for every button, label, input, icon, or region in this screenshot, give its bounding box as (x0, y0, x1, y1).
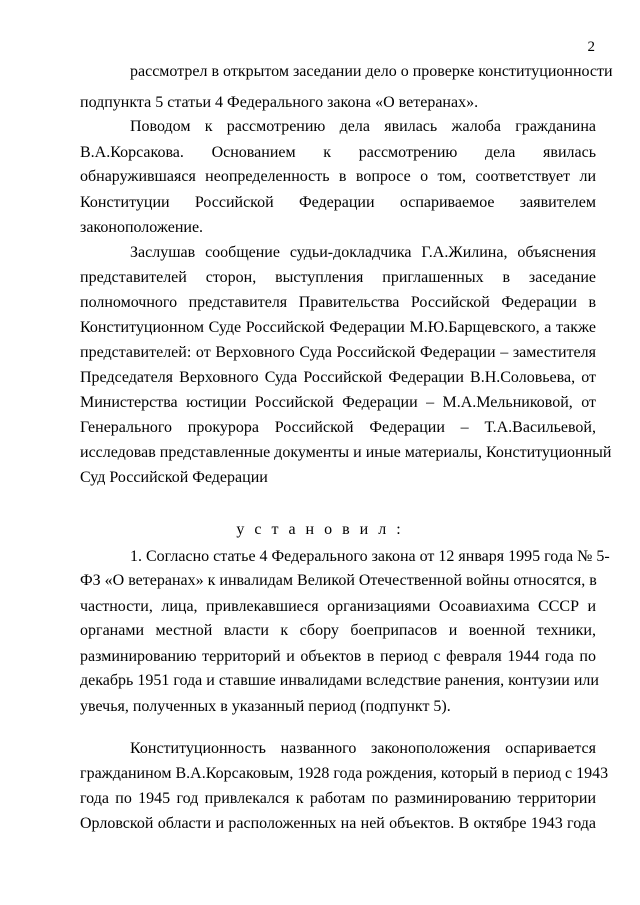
text-line: 1. Согласно статье 4 Федерального закона от 12 января 1995 года № 5- (130, 548, 610, 565)
text-line: законоположение. (80, 219, 204, 236)
text-line: исследовав представленные документы и иные материалы, Конституционный (80, 444, 612, 461)
text-line: Министерства юстиции Российской Федерации – М.А.Мельниковой, от (80, 394, 596, 411)
text-line: Орловской области и расположенных на ней объектов. В октябре 1943 года (80, 815, 596, 832)
text-line: года по 1945 год привлекался к работам по разминированию территории (80, 790, 596, 807)
text-line: Председателя Верховного Суда Российской Федерации В.Н.Соловьева, от (80, 369, 596, 386)
text-line: органами местной власти к сбору боеприпасов и военной техники, (80, 622, 596, 639)
page-number: 2 (587, 39, 595, 55)
text-line: частности, лица, привлекавшиеся организациями Осоавиахима СССР и (80, 598, 596, 615)
section-heading: у с т а н о в и л : (236, 521, 404, 538)
text-line: рассмотрел в открытом заседании дело о проверке конституционности (130, 63, 613, 80)
text-line: Заслушав сообщение судьи-докладчика Г.А.Жилина, объяснения (130, 244, 596, 261)
text-line: Конституционном Суде Российской Федерации М.Ю.Барщевского, а также (80, 319, 596, 336)
text-line: полномочного представителя Правительства Российской Федерации в (80, 294, 596, 311)
text-line: представителей сторон, выступления приглашенных в заседание (80, 269, 596, 286)
text-line: Суд Российской Федерации (80, 469, 268, 486)
text-line: разминированию территорий и объектов в период с февраля 1944 года по (80, 648, 596, 665)
text-line: Конституции Российской Федерации оспариваемое заявителем (80, 194, 596, 211)
text-line: представителей: от Верховного Суда Российской Федерации – заместителя (80, 344, 596, 361)
text-line: подпункта 5 статьи 4 Федерального закона «О ветеранах». (80, 94, 479, 111)
text-line: Конституционность названного законоположения оспаривается (130, 740, 596, 757)
text-line: Генерального прокурора Российской Федерации – Т.А.Васильевой, (80, 419, 596, 436)
text-line: гражданином В.А.Корсаковым, 1928 года рождения, который в период с 1943 (80, 765, 609, 782)
text-line: декабрь 1951 года и ставшие инвалидами вследствие ранения, контузии или (80, 672, 599, 689)
text-line: обнаружившаяся неопределенность в вопросе о том, соответствует ли (80, 168, 596, 185)
text-line: В.А.Корсакова. Основанием к рассмотрению дела явилась (80, 144, 596, 161)
text-line: ФЗ «О ветеранах» к инвалидам Великой Отечественной войны относятся, в (80, 572, 597, 589)
text-line: Поводом к рассмотрению дела явилась жалоба гражданина (130, 118, 596, 135)
text-line: увечья, полученных в указанный период (подпункт 5). (80, 698, 451, 715)
